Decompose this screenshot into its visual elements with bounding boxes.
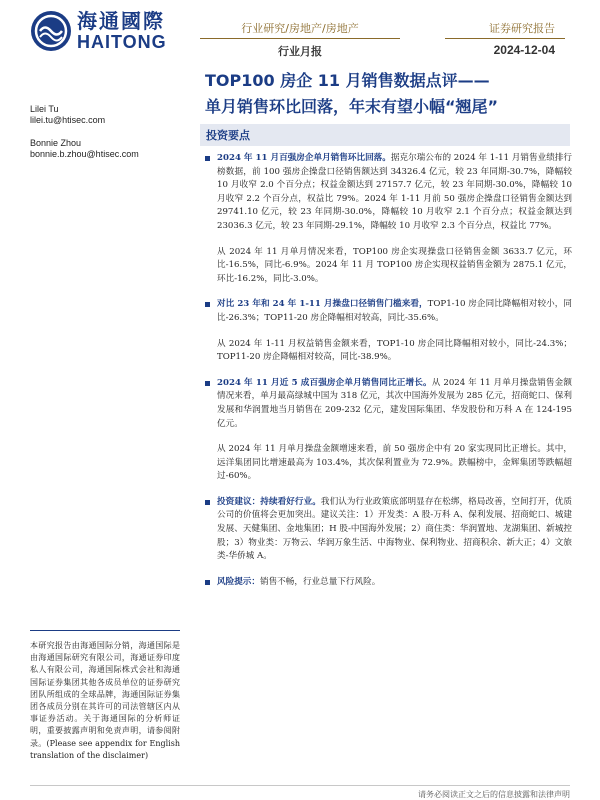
report-title	[205, 68, 575, 120]
key-point-paragraph	[200, 152, 572, 234]
author-name: Lilei Tu	[30, 104, 59, 114]
haitong-logo-icon	[30, 10, 72, 52]
title-line-1: TOP100 房企 11 月销售数据点评——	[205, 71, 490, 90]
key-point-text: 从 2024 年 11 月单月操盘金额增速来看，前 50 强房企中有 20 家实现同比正增长。其中，远洋集团同比增速最高为 103.4%，其次保利置业为 72.9%。跌幅榜中，金辉集团等跌幅超过-60%。	[217, 444, 572, 482]
key-points-header-bar	[200, 124, 570, 146]
key-point-lead: 2024 年 11 月百强房企单月销售环比回落。	[217, 153, 391, 163]
key-point-paragraph	[200, 298, 572, 325]
key-point-lead: 投资建议：持续看好行业。	[217, 496, 321, 507]
key-point-text: TOP1-10 房企同比降幅相对较小，同比-26.3%；TOP11-20 房企降幅相对较高，同比-35.6%。	[217, 299, 572, 323]
author-email[interactable]: lilei.tu@htisec.com	[30, 115, 106, 125]
key-points-body	[200, 152, 572, 589]
disclaimer-divider	[30, 630, 180, 631]
date-divider	[445, 38, 565, 39]
report-category: 行业研究/房地产/房地产	[241, 22, 359, 35]
key-points-heading: 投资要点	[206, 129, 250, 142]
key-point-paragraph	[200, 338, 572, 365]
key-point-paragraph	[200, 377, 572, 431]
key-point-text: 从 2024 年 11 月单月操盘销售金额情况来看，单月最高绿城中国为 318 亿元，其次中国海外发展为 285 亿元，招商蛇口、保利发展和华润置地当月销售在 209-232 亿元，建发国际集团、华发股份和万科 A 在 124-195 亿元。	[217, 377, 572, 429]
key-point-text: 从 2024 年 1-11 月权益销售金额来看，TOP1-10 房企同比降幅相对较小，同比-24.3%；TOP11-20 房企降幅相对较高，同比-38.9%。	[217, 338, 572, 363]
report-subcategory: 行业月报	[278, 45, 322, 58]
key-point-lead: 风险提示：	[217, 576, 260, 587]
key-point-text: 我们认为行业政策底部明显存在松绑，格局改善，空间打开，优质公司的价值将会更加突出。建议关注：1）开发类：A 股-万科 A、保利发展、招商蛇口、城建发展、天健集团、金地集团；H 股-中国海外发展；2）商住类：华润置地、龙湖集团、新城控股；3）物业类：万物云、华润万象生活、中海物业、保利物业、招商积余、新大正；4）文旅类-华侨城 A。	[217, 496, 572, 562]
report-date: 2024-12-04	[493, 43, 555, 57]
key-point-text: 销售不畅，行业总量下行风险。	[259, 576, 381, 587]
company-logo	[30, 10, 167, 52]
author-email[interactable]: bonnie.b.zhou@htisec.com	[30, 149, 139, 159]
key-point-lead: 对比 23 年和 24 年 1-11 月操盘口径销售门槛来看，	[217, 299, 428, 310]
key-point-paragraph	[200, 443, 572, 484]
key-point-paragraph	[200, 576, 572, 590]
author-name: Bonnie Zhou	[30, 138, 82, 148]
footer-notice: 请务必阅读正文之后的信息披露和法律声明	[418, 790, 570, 799]
author-list	[30, 104, 190, 172]
key-point-text: 从 2024 年 11 月单月情况来看，TOP100 房企实现操盘口径销售金额 3633.7 亿元，环比-16.5%，同比-6.9%。2024 年 11 月 TOP100 房企实现权益销售金额为 2875.1 亿元，环比-16.2%，同比-3.0%。	[217, 246, 572, 284]
key-point-lead: 2024 年 11 月近 5 成百强房企单月销售同比正增长。	[217, 377, 432, 388]
logo-en-text: HAITONG	[77, 32, 167, 52]
disclaimer-text: 本研究报告由海通国际分销，海通国际是由海通国际研究有限公司，海通证券印度私人有限公司，海通国际株式会社和海通国际证券集团其他各成员单位的证券研究团队所组成的全球品牌，海通国际证券集团各成员分别在其许可的司法管辖区内从事证券活动。关于海通国际的分析师证明，重要披露声明和免责声明，请参阅附录。(Please see appendix for English translation of the disclaimer)	[30, 641, 180, 760]
key-point-paragraph	[200, 496, 572, 564]
author-entry	[30, 104, 190, 126]
logo-cn-text: 海通國際	[77, 9, 165, 33]
report-type: 证券研究报告	[489, 22, 555, 35]
key-point-text: 据克尔瑞公布的 2024 年 1-11 月销售业绩排行榜数据，前 100 强房企操盘口径销售额达到 34326.4 亿元，较 23 年同期-30.7%，降幅较 10 月收窄 2.0 个百分点；权益金额达到 27157.7 亿元，较 23 年同期-30.0%，降幅较 10 月收窄 2.2 个百分点，权益比 79%。2024 年 1-11 月前 50 强房企操盘口径销售金额达到 29741.10 亿元，较 23 年同期-30.0%，降幅较 10 月收窄 2.1 个百分点；权益金额达到 23036.3 亿元，较 23 年同期-29.1%，降幅较 10 月收窄 2.3 个百分点，权益比 77%。	[217, 153, 572, 231]
footer-divider	[30, 785, 570, 786]
author-entry	[30, 138, 190, 160]
key-point-paragraph	[200, 246, 572, 287]
title-line-2: 单月销售环比回落，年末有望小幅“翘尾”	[205, 97, 499, 116]
category-divider	[200, 38, 400, 39]
